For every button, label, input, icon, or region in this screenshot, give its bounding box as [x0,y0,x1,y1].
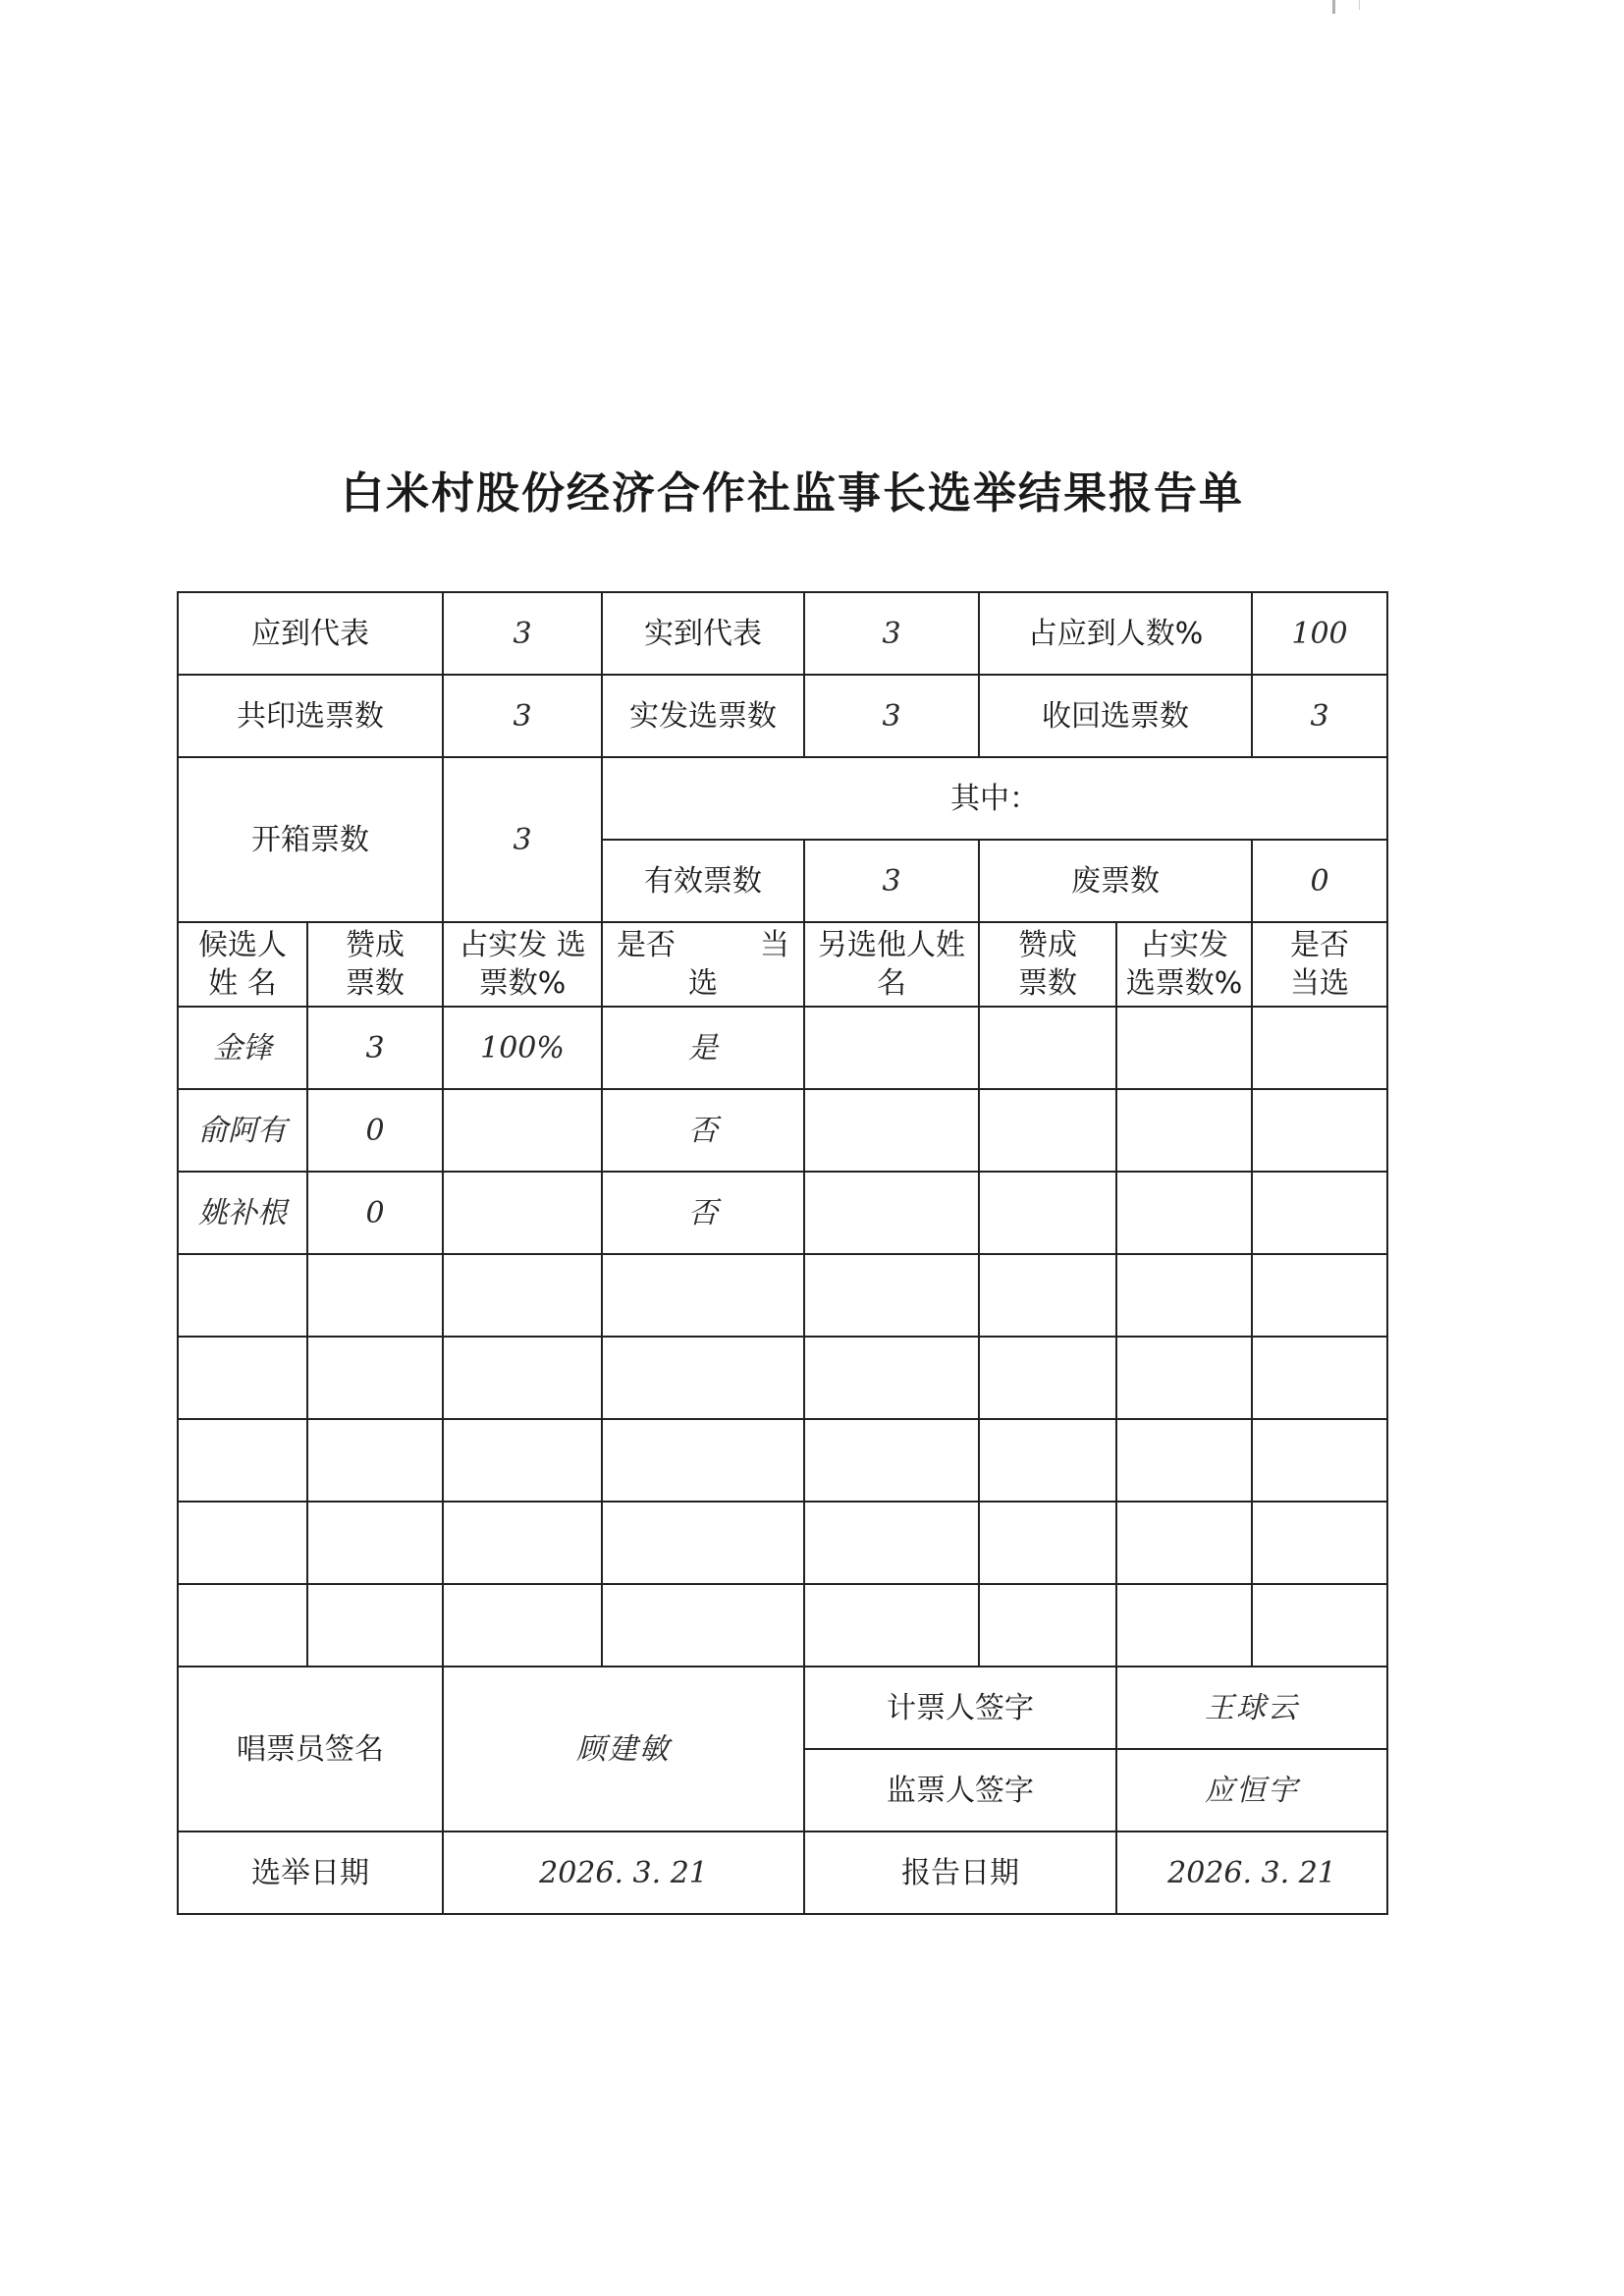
empty-cell [804,1172,979,1254]
counter-row [178,1667,1387,1749]
printed-ballots-value: 3 [443,675,602,757]
header-text: 赞成 [346,928,405,962]
scan-artifact [1359,0,1360,10]
counter-signature: 王球云 [1116,1667,1387,1749]
empty-row [178,1584,1387,1667]
scan-artifact [1332,0,1335,14]
empty-cell [804,1007,979,1089]
empty-cell [1116,1007,1252,1089]
empty-cell [804,1419,979,1502]
candidate-elected: 否 [602,1089,804,1172]
header-text: 票数 [1018,966,1077,1001]
header-text: 票数 [346,966,405,1001]
election-date-label: 选举日期 [178,1831,443,1914]
empty-cell [804,1502,979,1584]
header-other-pct [1116,922,1252,1007]
valid-ballots-label: 有效票数 [602,840,804,922]
header-text: 占实发 [1140,928,1228,962]
returned-ballots-label: 收回选票数 [979,675,1252,757]
candidate-name: 俞阿有 [178,1089,307,1172]
report-date-label: 报告日期 [804,1831,1116,1914]
header-text: 名 [877,966,906,1001]
empty-cell [1116,1089,1252,1172]
actual-reps-label: 实到代表 [602,592,804,675]
empty-cell [602,1584,804,1667]
header-text: 赞成 [1018,928,1077,962]
attendance-pct-value: 100 [1252,592,1387,675]
issued-ballots-value: 3 [804,675,979,757]
supervisor-signature: 应恒宇 [1116,1749,1387,1831]
empty-cell [1116,1419,1252,1502]
header-text: 当 [760,928,789,962]
header-text: 候选人 [198,928,287,962]
header-elected [602,922,804,1007]
valid-ballots-value: 3 [804,840,979,922]
candidate-row [178,1089,1387,1172]
header-candidate-name [178,922,307,1007]
header-pct [443,922,602,1007]
header-text: 选 [688,966,718,1001]
header-other-votes [979,922,1116,1007]
empty-cell [1252,1089,1387,1172]
opened-ballots-value: 3 [443,757,602,922]
candidate-elected: 是 [602,1007,804,1089]
empty-cell [602,1502,804,1584]
empty-cell [443,1502,602,1584]
empty-cell [443,1254,602,1337]
header-text: 是否 [1290,928,1350,962]
empty-cell [804,1584,979,1667]
empty-cell [1252,1254,1387,1337]
announcer-signature: 顾建敏 [443,1667,804,1831]
candidate-name: 金锋 [178,1007,307,1089]
empty-cell [1252,1584,1387,1667]
empty-cell [1116,1502,1252,1584]
empty-cell [804,1089,979,1172]
attendance-pct-label: 占应到人数% [979,592,1252,675]
empty-cell [1252,1337,1387,1419]
header-text: 是否 [617,928,676,962]
expected-reps-label: 应到代表 [178,592,443,675]
header-text: 选票数% [1125,966,1243,1001]
empty-cell [443,1419,602,1502]
empty-cell [1252,1502,1387,1584]
empty-cell [307,1337,443,1419]
empty-cell [979,1172,1116,1254]
empty-cell [178,1337,307,1419]
candidate-votes: 3 [307,1007,443,1089]
invalid-ballots-label: 废票数 [979,840,1252,922]
candidate-pct: 100% [443,1007,602,1089]
candidate-votes: 0 [307,1172,443,1254]
empty-cell [602,1254,804,1337]
summary-row-ballots [178,675,1387,757]
empty-cell [979,1337,1116,1419]
empty-cell [979,1089,1116,1172]
header-votes [307,922,443,1007]
empty-row [178,1502,1387,1584]
empty-row [178,1337,1387,1419]
summary-row-opened [178,757,1387,840]
opened-ballots-label: 开箱票数 [178,757,443,922]
empty-cell [1116,1254,1252,1337]
empty-cell [307,1584,443,1667]
empty-cell [1116,1172,1252,1254]
candidate-votes: 0 [307,1089,443,1172]
empty-cell [979,1584,1116,1667]
empty-row [178,1254,1387,1337]
header-text-row [603,926,803,964]
candidate-name: 姚补根 [178,1172,307,1254]
empty-cell [443,1337,602,1419]
empty-cell [804,1254,979,1337]
issued-ballots-label: 实发选票数 [602,675,804,757]
empty-cell [307,1419,443,1502]
empty-cell [1116,1337,1252,1419]
candidate-row [178,1007,1387,1089]
candidate-pct [443,1172,602,1254]
candidate-pct [443,1089,602,1172]
empty-cell [979,1007,1116,1089]
empty-cell [307,1502,443,1584]
summary-row-reps [178,592,1387,675]
empty-cell [1252,1007,1387,1089]
empty-cell [979,1419,1116,1502]
printed-ballots-label: 共印选票数 [178,675,443,757]
empty-cell [1116,1584,1252,1667]
header-other-candidate [804,922,979,1007]
empty-cell [178,1419,307,1502]
header-text: 当选 [1290,966,1350,1001]
empty-cell [178,1584,307,1667]
empty-cell [602,1337,804,1419]
of-which-label: 其中： [602,757,1387,840]
announcer-label: 唱票员签名 [178,1667,443,1831]
actual-reps-value: 3 [804,592,979,675]
empty-cell [178,1502,307,1584]
header-text: 另选他人姓 [818,928,965,962]
empty-row [178,1419,1387,1502]
empty-cell [1252,1419,1387,1502]
empty-cell [979,1502,1116,1584]
header-other-elected [1252,922,1387,1007]
election-report-table [177,591,1388,1915]
returned-ballots-value: 3 [1252,675,1387,757]
expected-reps-value: 3 [443,592,602,675]
date-row [178,1831,1387,1914]
empty-cell [307,1254,443,1337]
empty-cell [178,1254,307,1337]
page-title: 白米村股份经济合作社监事长选举结果报告单 [341,468,1244,519]
empty-cell [1252,1172,1387,1254]
empty-cell [443,1584,602,1667]
header-text: 票数% [478,966,567,1001]
candidate-row [178,1172,1387,1254]
empty-cell [804,1337,979,1419]
candidate-elected: 否 [602,1172,804,1254]
supervisor-label: 监票人签字 [804,1749,1116,1831]
candidate-header-row [178,922,1387,1007]
invalid-ballots-value: 0 [1252,840,1387,922]
empty-cell [602,1419,804,1502]
header-text: 占实发 选 [459,928,586,962]
header-text: 姓 名 [208,966,277,1001]
empty-cell [979,1254,1116,1337]
report-date-value: 2026. 3. 21 [1116,1831,1387,1914]
counter-label: 计票人签字 [804,1667,1116,1749]
election-date-value: 2026. 3. 21 [443,1831,804,1914]
